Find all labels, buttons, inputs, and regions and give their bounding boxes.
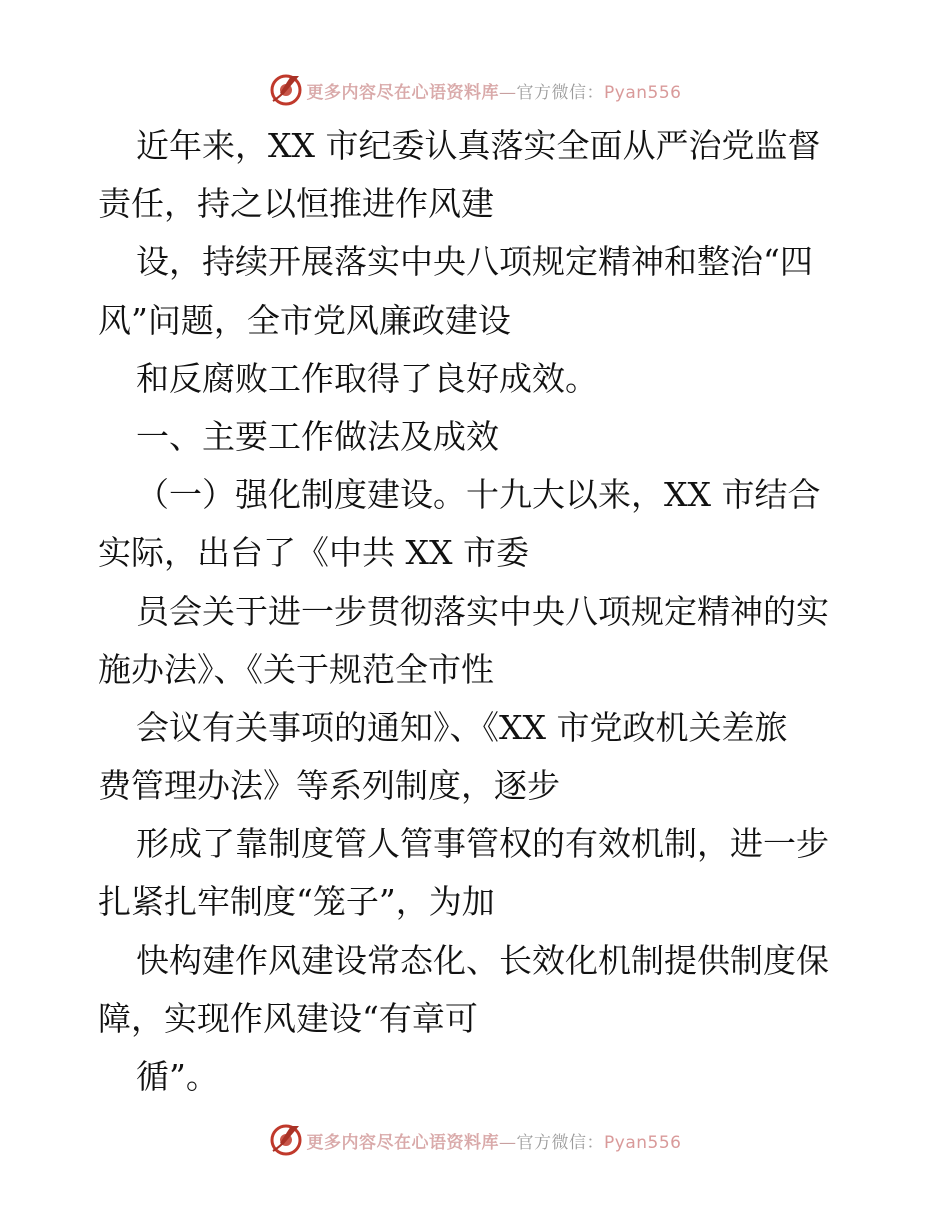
watermark-dash: — [499, 82, 517, 103]
body-text-line: 费管理办法》等系列制度，逐步 [98, 766, 560, 806]
body-text-line: 循”。 [136, 1057, 219, 1096]
footer-watermark [0, 1123, 950, 1157]
watermark-text [307, 1128, 682, 1153]
watermark-official-label: 官方微信： [516, 82, 605, 103]
body-text-line: 施办法》、《关于规范全市性 [98, 649, 494, 689]
body-text-line: 设，持续开展落实中央八项规定精神和整治“四 [136, 242, 813, 282]
watermark-text [307, 78, 682, 103]
body-text-line: 责任，持之以恒推进作风建 [98, 184, 494, 224]
watermark-dash: — [499, 1132, 517, 1153]
body-text-line: 近年来，XX 市纪委认真落实全面从严治党监督 [136, 126, 821, 165]
body-text-line: 实际，出台了《中共 XX 市委 [98, 533, 529, 573]
document-body [98, 117, 858, 1106]
body-text-line: 形成了靠制度管人管事管权的有效机制，进一步 [136, 824, 829, 864]
body-text-line: 和反腐败工作取得了良好成效。 [136, 358, 598, 398]
body-text-line: 风”问题，全市党风廉政建设 [98, 300, 511, 340]
watermark-official-label: 官方微信： [516, 1132, 605, 1153]
body-text-line: 障，实现作风建设“有章可 [98, 998, 478, 1038]
header-watermark [0, 73, 950, 107]
watermark-wechat-id: Pyan556 [604, 1132, 682, 1153]
body-text-line: 一、主要工作做法及成效 [136, 416, 499, 456]
watermark-wechat-id: Pyan556 [604, 82, 682, 103]
quill-circle-logo-icon [269, 73, 303, 107]
watermark-main-text: 更多内容尽在心语资料库 [306, 1132, 500, 1153]
body-text-line: 扎紧扎牢制度“笼子”，为加 [98, 882, 495, 922]
body-text-line: 快构建作风建设常态化、长效化机制提供制度保 [136, 940, 829, 980]
body-text-line: 员会关于进一步贯彻落实中央八项规定精神的实 [136, 591, 829, 631]
watermark-main-text: 更多内容尽在心语资料库 [306, 82, 500, 103]
body-text-line: （一）强化制度建设。十九大以来，XX 市结合 [136, 475, 821, 515]
body-text-line: 会议有关事项的通知》、《XX 市党政机关差旅 [136, 707, 788, 747]
quill-circle-logo-icon [269, 1123, 303, 1157]
